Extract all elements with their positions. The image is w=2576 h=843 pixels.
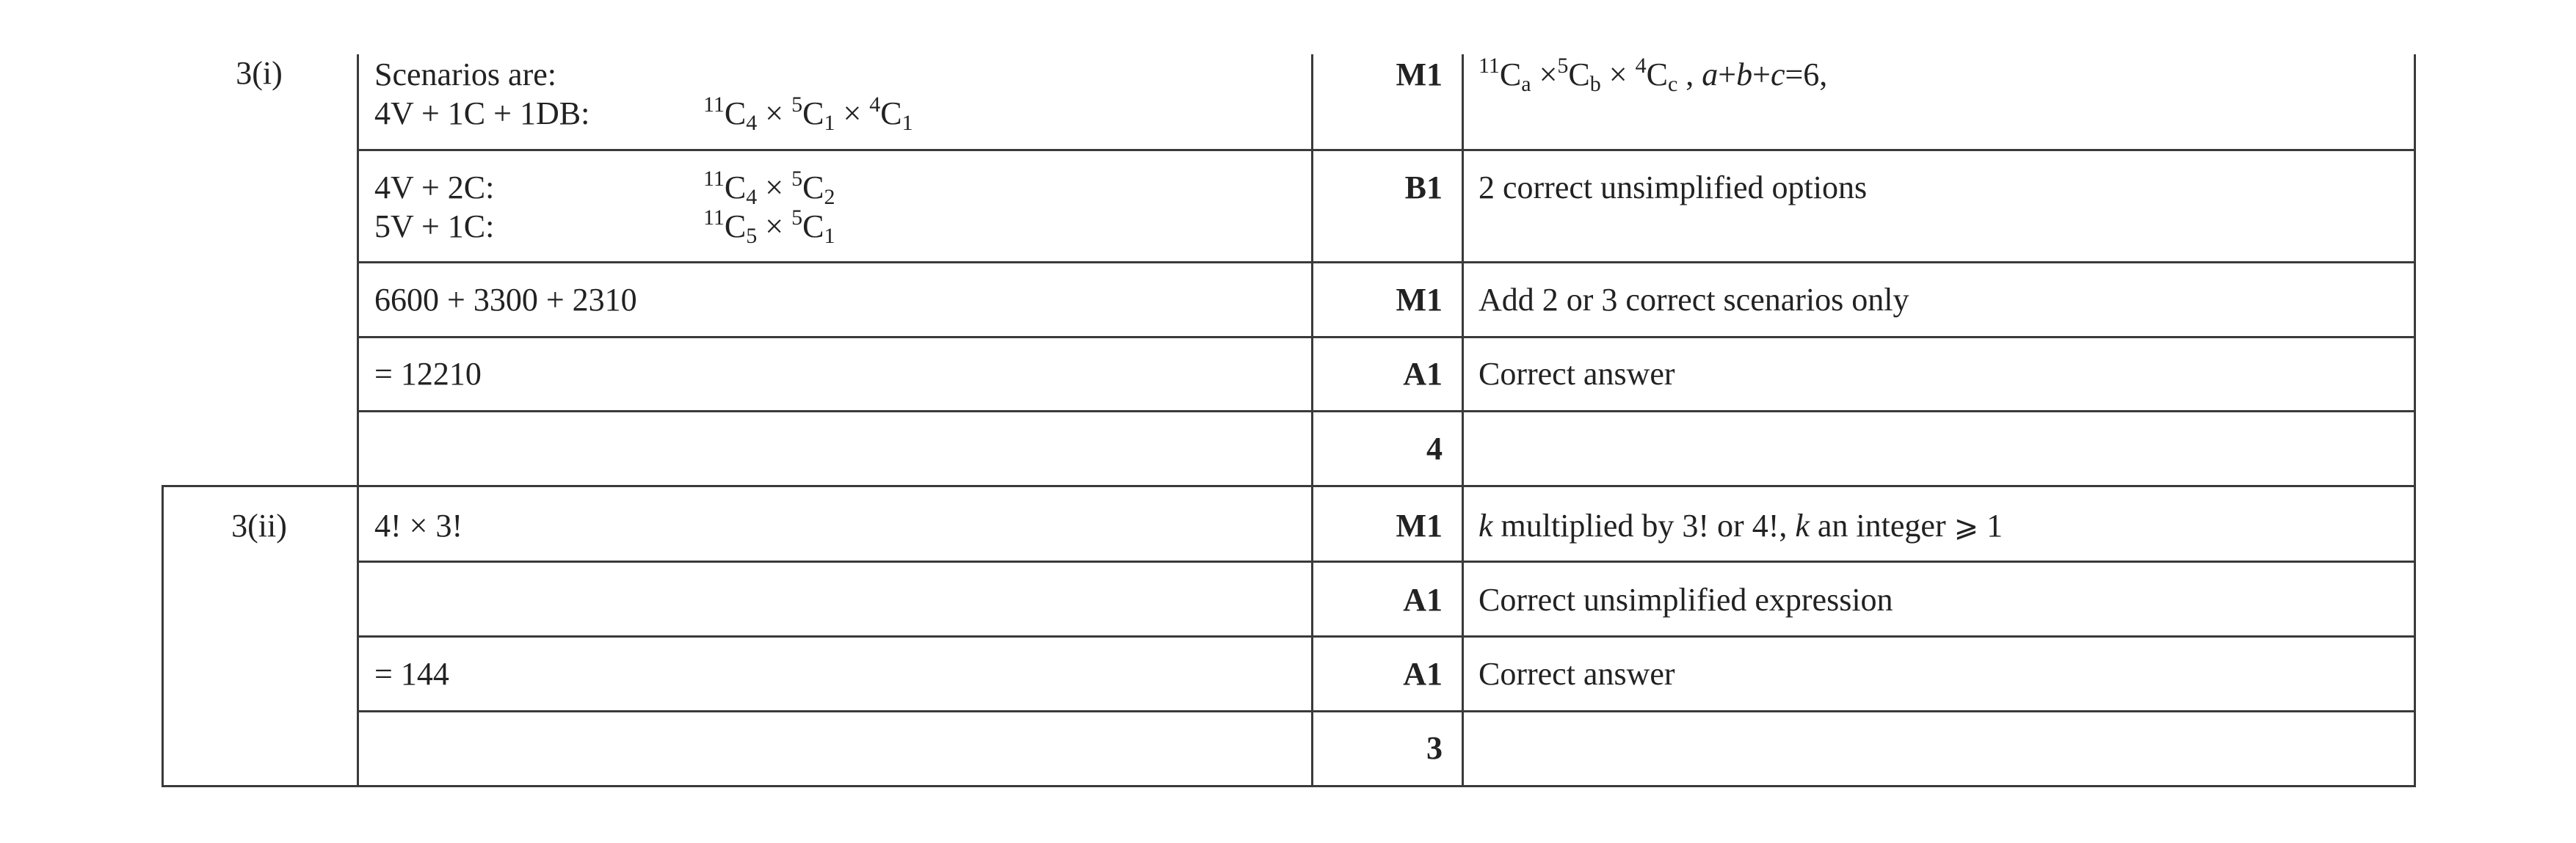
subscript: c — [1667, 72, 1678, 96]
superscript: 11 — [703, 205, 725, 230]
guidance-fragment: multiplied by 3! or 4!, — [1492, 508, 1796, 544]
mark-total: 3 — [1426, 730, 1443, 766]
mark-code: M1 — [1396, 282, 1443, 318]
mark-code: B1 — [1404, 169, 1443, 205]
variable-k: k — [1479, 508, 1493, 544]
superscript: 5 — [791, 167, 803, 191]
superscript: 11 — [703, 92, 725, 117]
row-divider — [357, 261, 2416, 263]
operator: × — [757, 169, 792, 205]
section-divider — [162, 485, 2416, 487]
combination-symbol: C — [802, 95, 824, 131]
row-divider — [357, 410, 2416, 412]
combination-symbol: C — [724, 208, 747, 244]
final-answer: = 12210 — [374, 356, 482, 392]
superscript: 4 — [869, 92, 881, 117]
subscript: 5 — [746, 224, 758, 248]
combination-symbol: C — [724, 169, 747, 205]
subscript: 1 — [901, 111, 913, 135]
combination-symbol: C — [880, 95, 902, 131]
mark-code: A1 — [1403, 582, 1443, 618]
variable: b — [1736, 56, 1753, 92]
mark-total: 4 — [1426, 431, 1443, 467]
table-border-right — [2414, 54, 2416, 787]
variable: a — [1702, 56, 1719, 92]
scenario-2-label: 4V + 2C: — [374, 169, 495, 205]
mark-code: A1 — [1403, 356, 1443, 392]
mark-code: A1 — [1403, 656, 1443, 692]
superscript: 4 — [1635, 54, 1647, 78]
table-border-bottom — [162, 785, 2416, 787]
operator: + — [1718, 56, 1737, 92]
scenario-2-expression — [703, 169, 835, 207]
subscript: 4 — [746, 185, 758, 209]
operator: + — [1752, 56, 1771, 92]
combination-symbol: C — [1499, 56, 1522, 92]
row-divider — [357, 336, 2416, 338]
operator: × — [757, 95, 792, 131]
operator: × — [1531, 56, 1558, 92]
guidance-fragment: 1 — [1978, 508, 2003, 544]
combination-symbol: C — [1568, 56, 1590, 92]
combination-symbol: C — [1646, 56, 1668, 92]
guidance-text: Add 2 or 3 correct scenarios only — [1479, 282, 1909, 318]
scenario-1-expression — [703, 92, 913, 135]
sum-expression: 6600 + 3300 + 2310 — [374, 282, 637, 318]
guidance-text: 2 correct unsimplified options — [1479, 169, 1868, 205]
subscript: 1 — [824, 111, 835, 135]
subscript: b — [1589, 72, 1601, 96]
final-answer: = 144 — [374, 656, 449, 692]
subscript: 4 — [746, 111, 758, 135]
table-divider-guidance — [1462, 54, 1464, 787]
guidance-text: Correct unsimplified expression — [1479, 582, 1893, 618]
guidance-text: Correct answer — [1479, 356, 1675, 392]
superscript: 11 — [1479, 54, 1500, 78]
scenario-3-label: 5V + 1C: — [374, 208, 495, 244]
guidance-fragment: an integer — [1809, 508, 1954, 544]
guidance-text: Correct answer — [1479, 656, 1675, 692]
question-label: 3(i) — [236, 55, 283, 91]
operator: =6, — [1785, 56, 1828, 92]
mark-code: M1 — [1396, 56, 1443, 92]
guidance-text — [1479, 507, 2003, 546]
variable-k: k — [1795, 508, 1810, 544]
geq-symbol: ⩾ — [1953, 510, 1979, 544]
subscript: a — [1521, 72, 1531, 96]
operator: × — [757, 208, 792, 244]
operator: × — [835, 95, 870, 131]
scenario-1-label: 4V + 1C + 1DB: — [374, 95, 590, 131]
operator: × — [1600, 56, 1636, 92]
row-divider — [357, 710, 2416, 712]
superscript: 5 — [791, 205, 803, 230]
combination-symbol: C — [724, 95, 747, 131]
scenario-3-expression — [703, 205, 835, 248]
subscript: 1 — [824, 224, 835, 248]
subscript: 2 — [824, 185, 835, 209]
superscript: 11 — [703, 167, 725, 191]
expression: 4! × 3! — [374, 508, 463, 544]
row-divider — [357, 149, 2416, 151]
row-divider — [357, 561, 2416, 563]
superscript: 5 — [1557, 54, 1569, 78]
combination-symbol: C — [802, 208, 824, 244]
table-divider-answer — [357, 54, 359, 787]
mark-code: M1 — [1396, 508, 1443, 544]
scenarios-heading: Scenarios are: — [374, 56, 556, 92]
row-divider — [357, 635, 2416, 638]
question-label: 3(ii) — [231, 508, 287, 544]
variable: c — [1770, 56, 1785, 92]
superscript: 5 — [791, 92, 803, 117]
operator: , — [1677, 56, 1702, 92]
combination-symbol: C — [802, 169, 824, 205]
guidance-text — [1479, 56, 1827, 94]
